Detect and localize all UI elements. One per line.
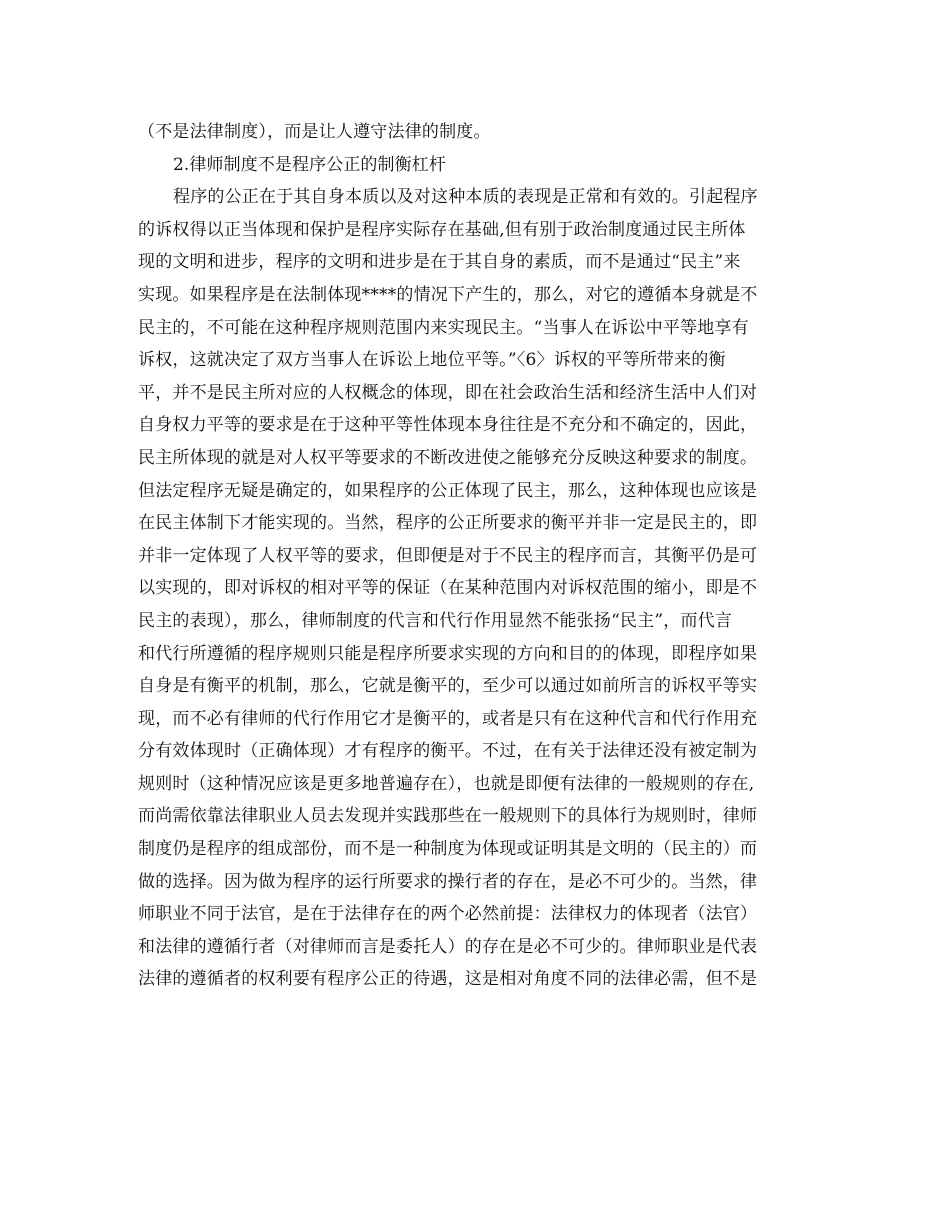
text-line: 平，并不是民主所对应的人权概念的体现，即在社会政治生活和经济生活中人们对 (138, 382, 758, 403)
text-line: 自身是有衡平的机制，那么，它就是衡平的，至少可以通过如前所言的诉权平等实 (138, 676, 758, 697)
text-line: 的诉权得以正当体现和保护是程序实际存在基础,但有别于政治制度通过民主所体 (138, 219, 746, 240)
text-line: 民主所体现的就是对人权平等要求的不断改进使之能够充分反映这种要求的制度。 (138, 447, 758, 468)
text-line: 诉权，这就决定了双方当事人在诉讼上地位平等。”〈6〉诉权的平等所带来的衡 (138, 350, 726, 371)
text-line: 法律的遵循者的权利要有程序公正的待遇，这是相对角度不同的法律必需，但不是 (138, 969, 758, 990)
text-line: 分有效体现时（正确体现）才有程序的衡平。不过，在有关于法律还没有被定制为 (138, 741, 758, 762)
text-line: 和法律的遵循行者（对律师而言是委托人）的存在是必不可少的。律师职业是代表 (138, 936, 758, 957)
text-line: 自身权力平等的要求是在于这种平等性体现本身往往是不充分和不确定的，因此， (138, 415, 758, 436)
text-line: 以实现的，即对诉权的相对平等的保证（在某种范围内对诉权范围的缩小，即是不 (138, 578, 758, 599)
text-line: 规则时（这种情况应该是更多地普遍存在），也就是即便有法律的一般规则的存在, (138, 773, 755, 794)
body-text (138, 116, 828, 996)
text-line: 师职业不同于法官，是在于法律存在的两个必然前提：法律权力的体现者（法官） (138, 904, 758, 925)
text-line: 现，而不必有律师的代行作用它才是衡平的，或者是只有在这种代言和代行作用充 (138, 708, 758, 729)
text-line: 在民主体制下才能实现的。当然，程序的公正所要求的衡平并非一定是民主的，即 (138, 513, 758, 534)
text-line: 民主的，不可能在这种程序规则范围内来实现民主。“当事人在诉讼中平等地享有 (138, 317, 749, 338)
text-line: 实现。如果程序是在法制体现****的情况下产生的，那么，对它的遵循本身就是不 (138, 284, 758, 305)
text-line: 做的选择。因为做为程序的运行所要求的操行者的存在，是必不可少的。当然，律 (138, 871, 758, 892)
text-line: （不是法律制度），而是让人遵守法律的制度。 (138, 122, 491, 142)
text-line: 并非一定体现了人权平等的要求，但即便是对于不民主的程序而言，其衡平仍是可 (138, 545, 758, 566)
text-line: 但法定程序无疑是确定的，如果程序的公正体现了民主，那么，这种体现也应该是 (138, 480, 758, 501)
text-line: 而尚需依靠法律职业人员去发现并实践那些在一般规则下的具体行为规则时，律师 (138, 806, 758, 827)
text-line: 和代行所遵循的程序规则只能是程序所要求实现的方向和目的的体现，即程序如果 (138, 643, 758, 664)
text-line: 民主的表现），那么，律师制度的代言和代行作用显然不能张扬“民主”，而代言 (138, 610, 733, 631)
text-line: 制度仍是程序的组成部份，而不是一种制度为体现或证明其是文明的（民主的）而 (138, 839, 758, 860)
text-line: 现的文明和进步，程序的文明和进步是在于其自身的素质，而不是通过“民主”来 (138, 252, 741, 273)
paragraph-first-line: 程序的公正在于其自身本质以及对这种本质的表现是正常和有效的。引起程序 (173, 187, 758, 208)
section-heading: 2.律师制度不是程序公正的制衡杠杆 (173, 154, 446, 175)
